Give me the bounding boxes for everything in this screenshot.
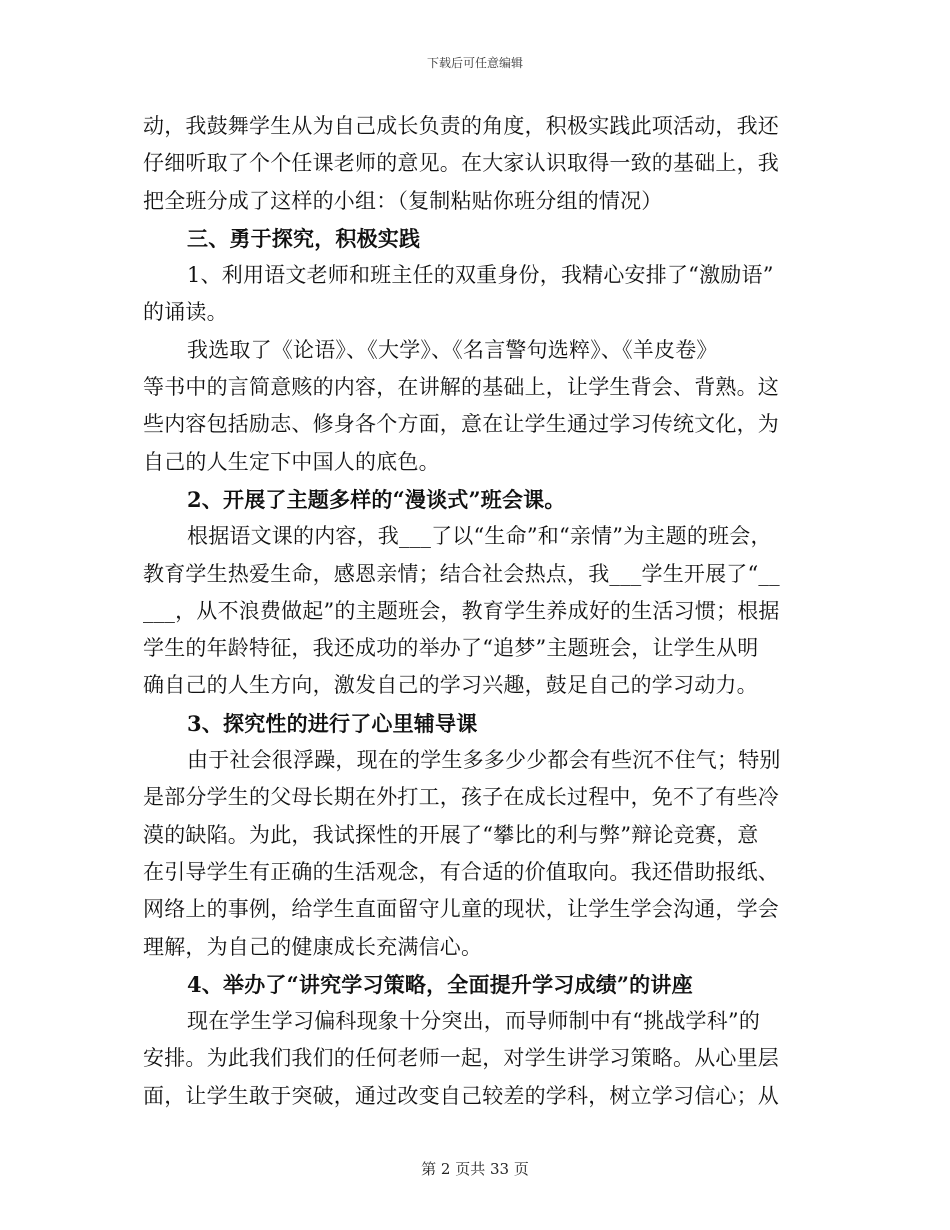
paragraph-line: 理解，为自己的健康成长充满信心。 xyxy=(143,934,483,959)
page-footer: 第 2 页共 33 页 xyxy=(421,1160,529,1178)
paragraph-line: 等书中的言简意赅的内容，在讲解的基础上，让学生背会、背熟。这 xyxy=(143,375,779,400)
paragraph-line: 学生的年龄特征，我还成功的举办了“追梦”主题班会，让学生从明 xyxy=(143,636,759,661)
document-body xyxy=(143,108,813,1115)
paragraph-line: 的诵读。 xyxy=(143,300,228,325)
paragraph-line: 面，让学生敢于突破，通过改变自己较差的学科，树立学习信心；从 xyxy=(143,1083,779,1108)
paragraph-line: ___，从不浪费做起”的主题班会，教育学生养成好的生活习惯；根据 xyxy=(143,598,780,623)
paragraph-line: 漠的缺陷。为此，我试探性的开展了“攀比的利与弊”辩论竞赛，意 xyxy=(143,822,759,847)
paragraph-line: 现在学生学习偏科现象十分突出，而导师制中有“挑战学科”的 xyxy=(187,1009,761,1034)
page-header: 下载后可任意编辑 xyxy=(426,56,523,70)
paragraph-line: 是部分学生的父母长期在外打工，孩子在成长过程中，免不了有些冷 xyxy=(143,785,779,810)
paragraph-line: 由于社会很浮躁，现在的学生多多少少都会有些沉不住气；特别 xyxy=(187,748,781,773)
paragraph-line: 在引导学生有正确的生活观念，有合适的价值取向。我还借助报纸、 xyxy=(143,859,779,884)
paragraph-line: 根据语文课的内容，我___了以“生命”和“亲情”为主题的班会， xyxy=(187,524,772,549)
paragraph-line: 些内容包括励志、修身各个方面，意在让学生通过学习传统文化，为 xyxy=(143,412,779,437)
subsection-heading: 4、举办了“讲究学习策略，全面提升学习成绩”的讲座 xyxy=(187,971,693,997)
paragraph-line: 我选取了《论语》、《大学》、《名言警句选粹》、《羊皮卷》 xyxy=(187,337,718,362)
subsection-heading: 3、探究性的进行了心里辅导课 xyxy=(187,710,478,736)
section-heading: 三、勇于探究，积极实践 xyxy=(187,225,421,251)
paragraph-line: 1、利用语文老师和班主任的双重身份，我精心安排了“激励语” xyxy=(187,263,774,288)
paragraph-line: 自己的人生定下中国人的底色。 xyxy=(143,449,440,474)
paragraph-line: 把全班分成了这样的小组：（复制粘贴你班分组的情况） xyxy=(143,188,663,213)
paragraph-line: 仔细听取了个个任课老师的意见。在大家认识取得一致的基础上，我 xyxy=(143,151,779,176)
paragraph-line: 安排。为此我们我们的任何老师一起，对学生讲学习策略。从心里层 xyxy=(143,1046,779,1071)
paragraph-line: 教育学生热爱生命，感恩亲情；结合社会热点，我___学生开展了“__ xyxy=(143,561,780,586)
paragraph-line: 动，我鼓舞学生从为自己成长负责的角度，积极实践此项活动，我还 xyxy=(143,114,779,138)
paragraph-line: 网络上的事例，给学生直面留守儿童的现状，让学生学会沟通，学会 xyxy=(143,897,779,922)
subsection-heading: 2、开展了主题多样的“漫谈式”班会课。 xyxy=(187,486,566,512)
paragraph-line: 确自己的人生方向，激发自己的学习兴趣，鼓足自己的学习动力。 xyxy=(143,673,758,698)
